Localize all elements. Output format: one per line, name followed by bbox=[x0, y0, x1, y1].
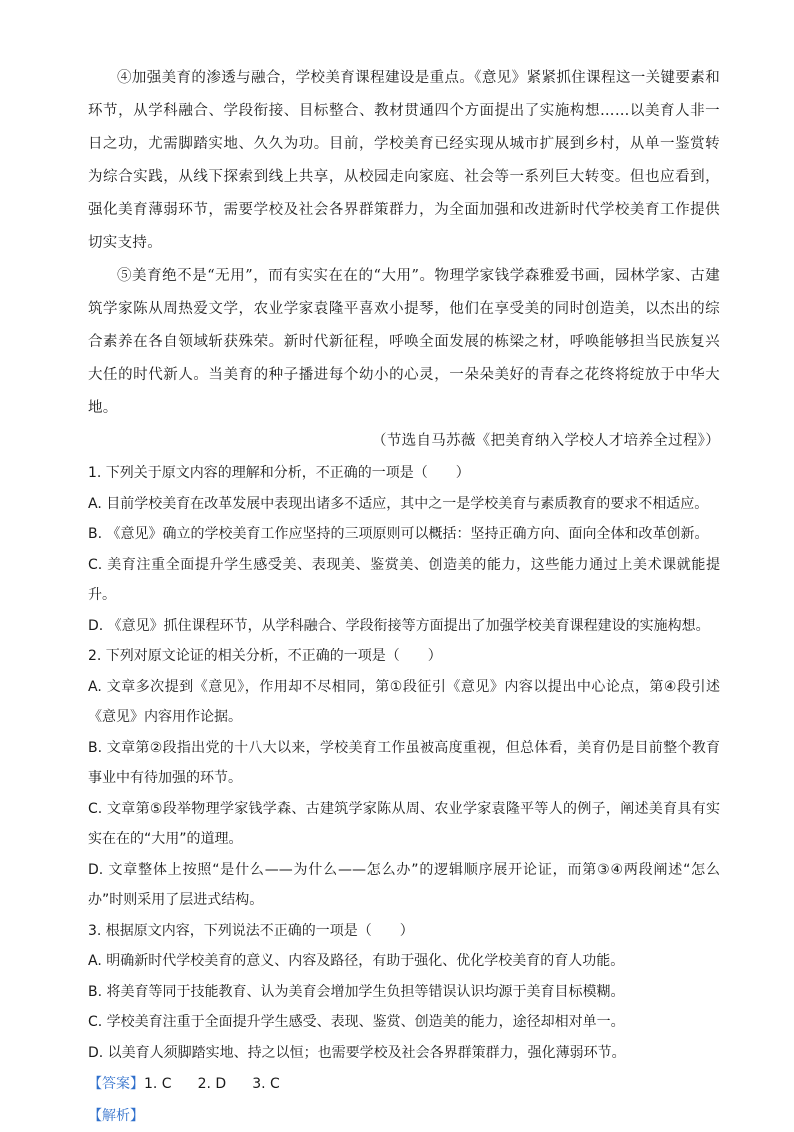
question-stem: 2. 下列对原文论证的相关分析，不正确的一项是（ ） bbox=[88, 648, 442, 664]
analysis-label: 【解析】 bbox=[88, 1108, 144, 1124]
option-b: B. 将美育等同于技能教育、认为美育会增加学生负担等错误认识均源于美育目标模糊。 bbox=[88, 983, 625, 1000]
article-paragraph-5: ⑤美育绝不是“无用”，而有实实在在的“大用”。物理学家钱学森雅爱书画，园林学家、古建筑学家陈从周热爱文学，农业学家袁隆平喜欢小提琴，他们在享受美的同时创造美，以杰出的综合素养在各自领域斩获殊荣。新时代新征程，呼唤全面发展的栋梁之材，呼唤能够担当民族复兴大任的时代新人。当美育的种子播进每个幼小的心灵，一朵朵美好的青春之花终将绽放于中华大地。 bbox=[88, 268, 720, 416]
answer-line bbox=[88, 1068, 720, 1100]
question-2 bbox=[88, 641, 720, 916]
option-b: B. 文章第②段指出党的十八大以来，学校美育工作虽被高度重视，但总体看，美育仍是目前整个教育事业中有待加强的环节。 bbox=[88, 739, 720, 786]
answer-label: 【答案】 bbox=[88, 1076, 144, 1092]
option-c: C. 美育注重全面提升学生感受美、表现美、鉴赏美、创造美的能力，这些能力通过上美术课就能提升。 bbox=[88, 556, 720, 603]
option-d: D. 以美育人须脚踏实地、持之以恒；也需要学校及社会各界群策群力，强化薄弱环节。 bbox=[88, 1044, 626, 1061]
option-d: D. 《意见》抓住课程环节，从学科融合、学段衔接等方面提出了加强学校美育课程建设的实施构想。 bbox=[88, 617, 710, 634]
question-1 bbox=[88, 458, 720, 641]
question-stem: 1. 下列关于原文内容的理解和分析，不正确的一项是（ ） bbox=[88, 465, 470, 481]
answer-item-1: 1. C bbox=[144, 1076, 172, 1092]
option-a: A. 明确新时代学校美育的意义、内容及路径，有助于强化、优化学校美育的育人功能。 bbox=[88, 953, 625, 969]
option-c: C. 学校美育注重于全面提升学生感受、表现、鉴赏、创造美的能力，途径却相对单一。 bbox=[88, 1014, 625, 1030]
option-d: D. 文章整体上按照“是什么——为什么——怎么办”的逻辑顺序展开论证，而第③④两段阐述“怎么办”时则采用了层进式结构。 bbox=[88, 861, 720, 908]
analysis-line bbox=[88, 1100, 720, 1132]
option-c: C. 文章第⑤段举物理学家钱学森、古建筑学家陈从周、农业学家袁隆平等人的例子，阐述美育具有实实在在的“大用”的道理。 bbox=[88, 800, 720, 847]
answer-item-3: 3. C bbox=[252, 1076, 280, 1092]
option-a: A. 文章多次提到《意见》，作用却不尽相同，第①段征引《意见》内容以提出中心论点，第④段引述《意见》内容用作论据。 bbox=[88, 678, 720, 725]
article-paragraph-4: ④加强美育的渗透与融合，学校美育课程建设是重点。《意见》紧紧抓住课程这一关键要素和环节，从学科融合、学段衔接、目标整合、教材贯通四个方面提出了实施构想……以美育人非一日之功，尤需脚踏实地、久久为功。目前，学校美育已经实现从城市扩展到乡村，从单一鉴赏转为综合实践，从线下探索到线上共享，从校园走向家庭、社会等一系列巨大转变。但也应看到，强化美育薄弱环节，需要学校及社会各界群策群力，为全面加强和改进新时代学校美育工作提供切实支持。 bbox=[88, 70, 720, 251]
option-a: A. 目前学校美育在改革发展中表现出诸多不适应，其中之一是学校美育与素质教育的要求不相适应。 bbox=[88, 495, 709, 512]
answer-item-2: 2. D bbox=[197, 1076, 227, 1092]
article-source: （节选自马苏薇《把美育纳入学校人才培养全过程》） bbox=[372, 433, 720, 449]
document-page bbox=[88, 62, 720, 1132]
question-stem: 3. 根据原文内容，下列说法不正确的一项是（ ） bbox=[88, 922, 414, 939]
option-b: B. 《意见》确立的学校美育工作应坚持的三项原则可以概括：坚持正确方向、面向全体和改革创新。 bbox=[88, 526, 709, 542]
question-3 bbox=[88, 916, 720, 1069]
